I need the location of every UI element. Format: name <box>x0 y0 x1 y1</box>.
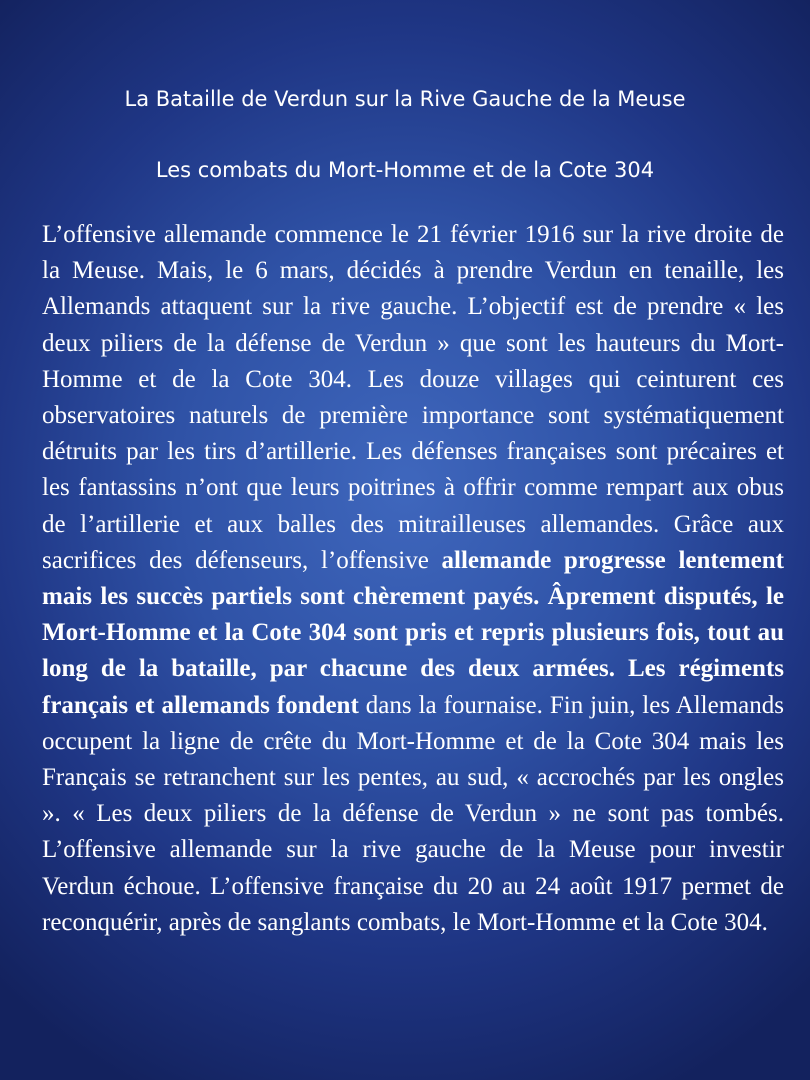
body-paragraph <box>42 217 784 941</box>
page-subtitle: Les combats du Mort-Homme et de la Cote 304 <box>155 158 655 182</box>
page-title: La Bataille de Verdun sur la Rive Gauche de la Meuse <box>124 87 686 111</box>
paragraph-text-bold: allemande progresse lentement mais les succès partiels sont chèrement payés. Âprement disputés, le Mort-Homme et la Cote 304 sont pris et repris plusieurs fois, tout au long de la bataille, par chacune des deux armées. Les régiments français et allemands fondent <box>42 546 784 719</box>
paragraph-text-1: L’offensive allemande commence le 21 février 1916 sur la rive droite de la Meuse. Mais, le 6 mars, décidés à prendre Verdun en tenaille, les Allemands attaquent sur la rive gauche. L’objectif est de prendre « les deux piliers de la défense de Verdun » que sont les hauteurs du Mort-Homme et de la Cote 304. Les douze villages qui ceinturent ces observatoires naturels de première importance sont systématiquement détruits par les tirs d’artillerie. Les défenses françaises sont précaires et les fantassins n’ont que leurs poitrines à offrir comme rempart aux obus de l’artillerie et aux balles des mitrailleuses allemandes. Grâce aux sacrifices des défenseurs, l’offensive <box>42 221 784 574</box>
paragraph-text-3: dans la fournaise. Fin juin, les Allemands occupent la ligne de crête du Mort-Homme et de la Cote 304 mais les Français se retranchent sur les pentes, au sud, « accrochés par les ongles ». « Les deux piliers de la défense de Verdun » ne sont pas tombés. L’offensive allemande sur la rive gauche de la Meuse pour investir Verdun échoue. L’offensive française du 20 au 24 août 1917 permet de reconquérir, après de sanglants combats, le Mort-Homme et la Cote 304. <box>42 691 784 936</box>
